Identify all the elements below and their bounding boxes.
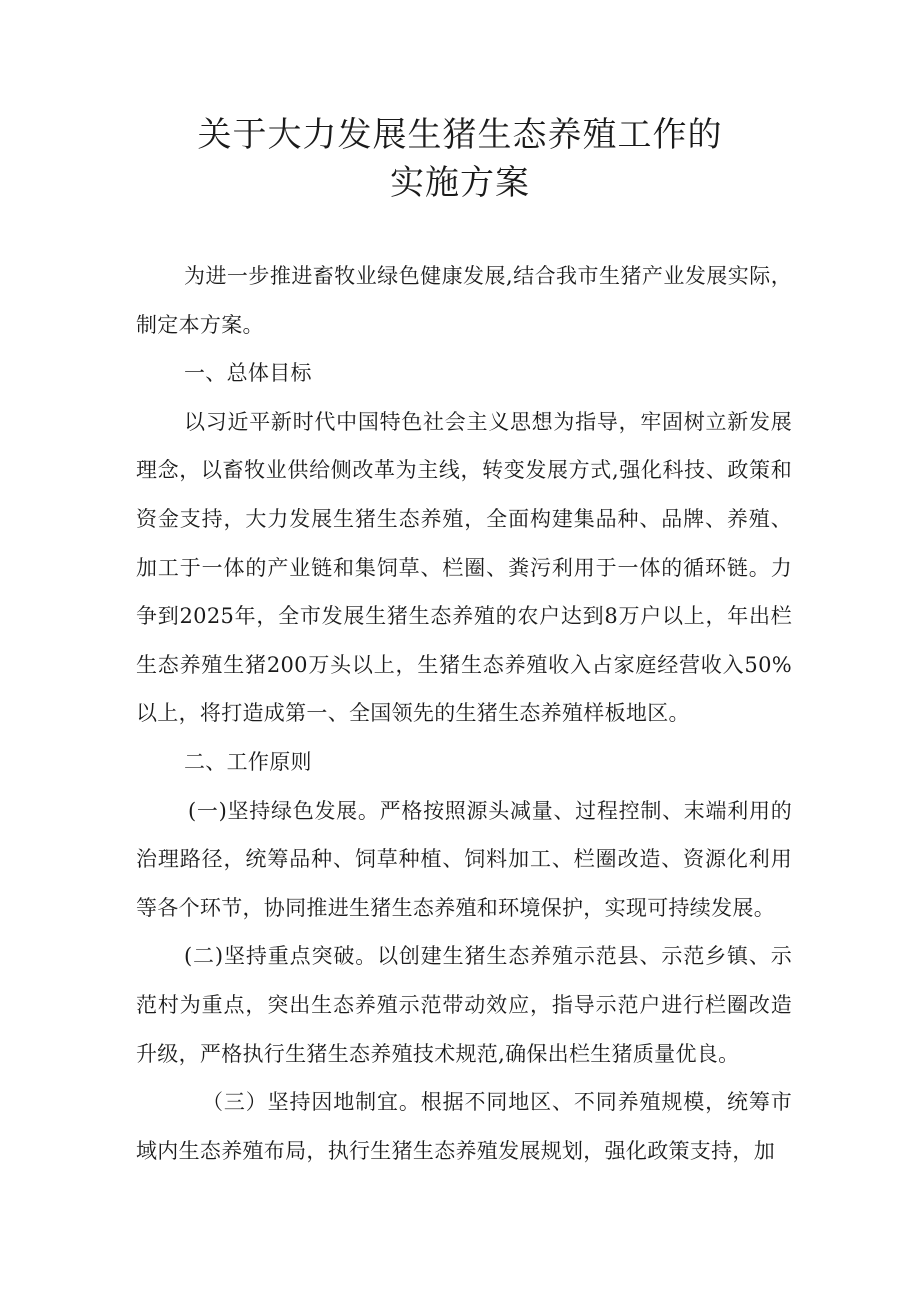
goals-paragraph: 以习近平新时代中国特色社会主义思想为指导，牢固树立新发展理念，以畜牧业供给侧改革为主线，转变发展方式,强化科技、政策和资金支持，大力发展生猪生态养殖，全面构建集品种、品牌、养殖、加工于一体的产业链和集饲草、栏圈、粪污利用于一体的循环链。力争到2025年，全市发展生猪生态养殖的农户达到8万户以上，年出栏生态养殖生猪200万头以上，生猪生态养殖收入占家庭经营收入50%以上，将打造成第一、全国领先的生猪生态养殖样板地区。 <box>136 409 792 726</box>
section-heading-goals: 一、总体目标 <box>184 361 312 386</box>
document-title-line-1: 关于大力发展生猪生态养殖工作的 <box>197 115 723 155</box>
principle-green-development: (一)坚持绿色发展。严格按照源头减量、过程控制、末端利用的治理路径，统筹品种、饲草种植、饲料加工、栏圈改造、资源化利用等各个环节，协同推进生猪生态养殖和环境保护，实现可持续发展。 <box>136 798 792 920</box>
intro-paragraph: 为进一步推进畜牧业绿色健康发展,结合我市生猪产业发展实际，制定本方案。 <box>136 264 792 337</box>
document-body <box>136 252 792 1175</box>
principle-key-breakthrough: (二)坚持重点突破。以创建生猪生态养殖示范县、示范乡镇、示范村为重点，突出生态养殖示范带动效应，指导示范户进行栏圈改造升级，严格执行生猪生态养殖技术规范,确保出栏生猪质量优良。 <box>136 944 792 1066</box>
section-heading-principles: 二、工作原则 <box>184 749 312 774</box>
document-title-line-2: 实施方案 <box>390 163 530 203</box>
principle-local-conditions: （三）坚持因地制宜。根据不同地区、不同养殖规模，统筹市域内生态养殖布局，执行生猪生态养殖发展规划，强化政策支持，加 <box>136 1090 792 1163</box>
